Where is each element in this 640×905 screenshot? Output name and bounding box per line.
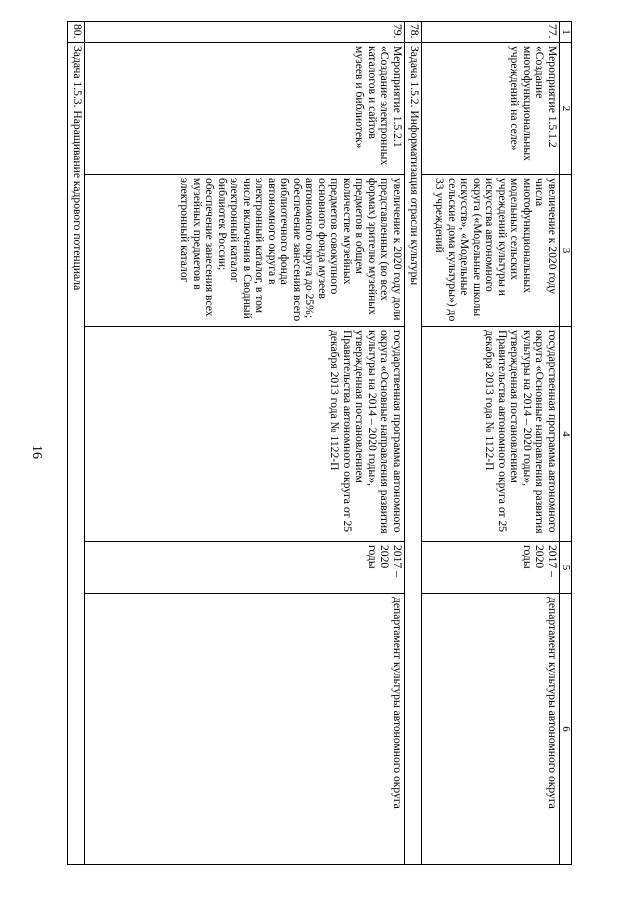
result-cell: увеличение к 2020 году доли представленных (во всех формах) зрителю музейных предметов в общем количестве музейных предметов совокупного основного фонда музеев автономного округа до 25%; обеспечение занесения всего библиотечного фонда автономного округа в электронный каталог, в том числе включения в Сводный электронный каталог библиотек России; обеспечение занесения всех музейных предметов в электронный каталог [85, 175, 405, 327]
task-cell: Задача 1.5.3. Наращивание кадрового потенциала [68, 43, 85, 865]
plan-table [67, 21, 572, 865]
executor-cell: департамент культуры автономного округа [85, 594, 405, 865]
header-cell: 6 [560, 594, 572, 865]
page-number: 16 [29, 445, 44, 459]
period-cell: 2017 – 2020 годы [85, 542, 405, 594]
header-cell: 5 [560, 542, 572, 594]
header-cell: 1 [560, 22, 572, 43]
header-cell: 3 [560, 175, 572, 327]
header-cell: 4 [560, 327, 572, 542]
result-cell: увеличение к 2020 году числа многофункциональных модельных сельских учреждений культуры и искусства автономного округа («Модельные школы искусств», «Модельные сельские дома культуры») до 33 учреждений [422, 175, 560, 327]
header-row [560, 22, 572, 865]
event-cell: Мероприятие 1.5.2.1 «Создание электронных каталогов и сайтов музеев и библиотек» [85, 43, 405, 175]
event-cell: Мероприятие 1.5.1.2 «Создание многофункциональных учреждений на селе» [422, 43, 560, 175]
row-number: 79. [85, 22, 405, 43]
table-row [422, 22, 560, 865]
executor-cell: департамент культуры автономного округа [422, 594, 560, 865]
rotated-table-wrapper [67, 21, 572, 864]
task-row [68, 22, 85, 865]
task-row [405, 22, 422, 865]
period-cell: 2017 – 2020 годы [422, 542, 560, 594]
task-cell: Задача 1.5.2. Информатизация отрасли культуры [405, 43, 422, 865]
row-number: 77. [422, 22, 560, 43]
row-number: 80. [68, 22, 85, 43]
document-cell: государственная программа автономного округа «Основные направления развития культуры на 2014 – 2020 годы», утвержденная постановлением Правительства автономного округа от 25 декабря 2013 года № 1122-П [422, 327, 560, 542]
row-number: 78. [405, 22, 422, 43]
document-cell: государственная программа автономного округа «Основные направления развития культуры на 2014 – 2020 годы», утвержденная постановлением Правительства автономного округа от 25 декабря 2013 года № 1122-П [85, 327, 405, 542]
header-cell: 2 [560, 43, 572, 175]
table-row [85, 22, 405, 865]
